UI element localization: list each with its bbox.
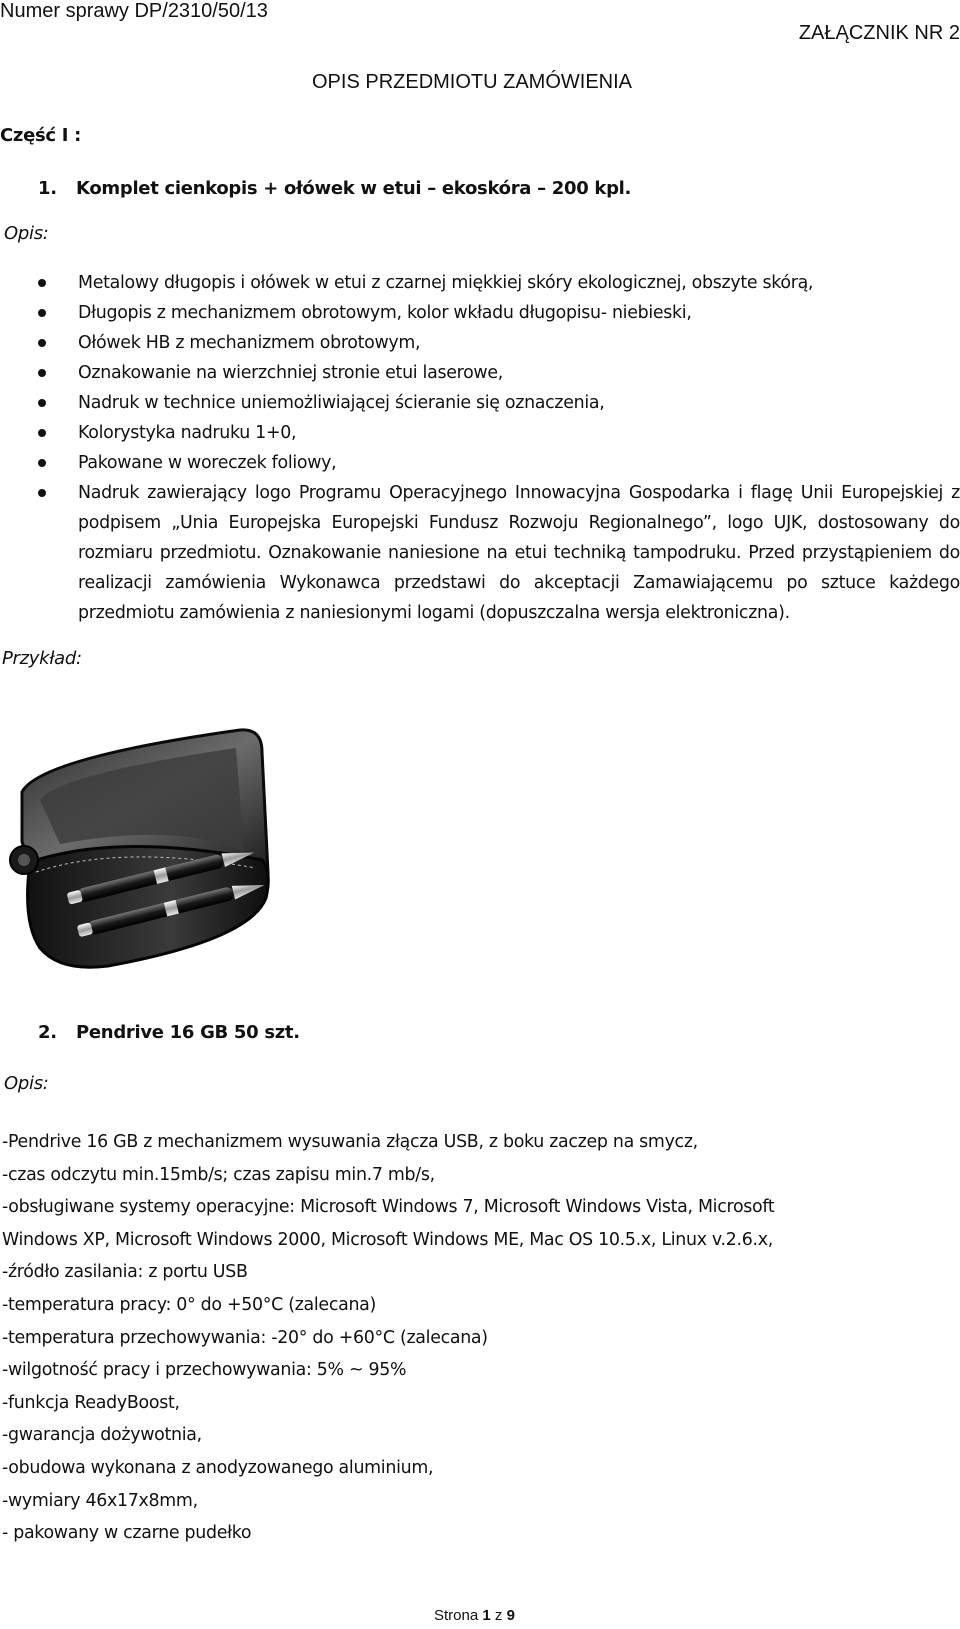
- bullet-text: Metalowy długopis i ołówek w etui z czarnej miękkiej skóry ekologicznej, obszyte skórą,: [78, 273, 814, 293]
- bullet-icon: [38, 279, 46, 287]
- list-item: [38, 388, 960, 418]
- spec-line: -Pendrive 16 GB z mechanizmem wysuwania złącza USB, z boku zaczep na smycz,: [2, 1132, 698, 1152]
- spec-line: Windows XP, Microsoft Windows 2000, Microsoft Windows ME, Mac OS 10.5.x, Linux v.2.6.x,: [2, 1229, 773, 1250]
- bullet-text: Nadruk zawierający logo Programu Operacyjnego Innowacyjna Gospodarka i flagę Unii Europejskiej z podpisem „Unia Europejska Europejski Fundusz Rozwoju Regionalnego”, logo UJK, dostosowany do rozmiaru przedmiotu. Oznakowanie naniesione na etui techniką tampodruku. Przed przystąpieniem do realizacji zamówienia Wykonawca przedstawi do akceptacji Zamawiającemu po sztuce każdego przedmiotu zamówienia z naniesionymi logami (dopuszczalna wersja elektroniczna).: [78, 483, 960, 623]
- item1-bullet-list: [38, 268, 960, 628]
- part-label: Część I :: [0, 125, 82, 146]
- spec-line: -temperatura pracy: 0° do +50°C (zalecana): [2, 1294, 377, 1315]
- spec-line: - pakowany w czarne pudełko: [2, 1523, 252, 1544]
- bullet-text: Ołówek HB z mechanizmem obrotowym,: [78, 333, 421, 353]
- bullet-icon: [38, 489, 46, 497]
- bullet-icon: [38, 429, 46, 437]
- list-item: [38, 478, 960, 628]
- list-item: [38, 448, 960, 478]
- item1-heading: Komplet cienkopis + ołówek w etui – ekoskóra – 200 kpl.: [76, 178, 632, 199]
- bullet-text: Oznakowanie na wierzchniej stronie etui laserowe,: [78, 363, 503, 383]
- page-total: 9: [506, 1607, 515, 1624]
- example-label: Przykład:: [2, 648, 82, 669]
- list-item: [38, 328, 960, 358]
- item1-opis-label: Opis:: [4, 223, 49, 244]
- bullet-icon: [38, 339, 46, 347]
- bullet-text: Długopis z mechanizmem obrotowym, kolor wkładu długopisu- niebieski,: [78, 303, 692, 323]
- spec-line: -obudowa wykonana z anodyzowanego aluminium,: [2, 1457, 434, 1478]
- bullet-icon: [38, 369, 46, 377]
- pen-case-illustration: [0, 722, 300, 974]
- list-item: [38, 298, 960, 328]
- spec-line: -temperatura przechowywania: -20° do +60°C (zalecana): [2, 1327, 488, 1348]
- bullet-icon: [38, 459, 46, 467]
- bullet-text: Kolorystyka nadruku 1+0,: [78, 423, 297, 443]
- page-title: OPIS PRZEDMIOTU ZAMÓWIENIA: [312, 71, 633, 93]
- list-item: [38, 358, 960, 388]
- bullet-icon: [38, 309, 46, 317]
- spec-line: -źródło zasilania: z portu USB: [2, 1262, 248, 1283]
- bullet-icon: [38, 399, 46, 407]
- bullet-text: Pakowane w woreczek foliowy,: [78, 453, 337, 473]
- case-number: Numer sprawy DP/2310/50/13: [0, 0, 268, 22]
- list-item: [38, 418, 960, 448]
- spec-line: -gwarancja dożywotnia,: [2, 1425, 202, 1446]
- spec-line: -czas odczytu min.15mb/s; czas zapisu min.7 mb/s,: [2, 1164, 435, 1185]
- list-item: [38, 268, 960, 298]
- pen-set-photo: [0, 722, 300, 974]
- item2-heading: Pendrive 16 GB 50 szt.: [76, 1022, 300, 1043]
- bullet-text: Nadruk w technice uniemożliwiającej ścieranie się oznaczenia,: [78, 393, 605, 413]
- page-word: Strona: [434, 1607, 479, 1624]
- spec-line: -wymiary 46x17x8mm,: [2, 1490, 198, 1511]
- item2-opis-label: Opis:: [4, 1073, 49, 1094]
- page-current: 1: [482, 1607, 491, 1624]
- item2-spec-list: [2, 1126, 942, 1550]
- item1-number: 1.: [38, 178, 57, 199]
- page-footer: [434, 1607, 515, 1624]
- spec-line: -wilgotność pracy i przechowywania: 5% ~ 95%: [2, 1360, 407, 1381]
- page-of: z: [494, 1607, 503, 1624]
- spec-line: -obsługiwane systemy operacyjne: Microsoft Windows 7, Microsoft Windows Vista, Microsoft: [2, 1197, 775, 1218]
- item2-number: 2.: [38, 1022, 57, 1043]
- spec-line: -funkcja ReadyBoost,: [2, 1392, 180, 1413]
- annex-label: ZAŁĄCZNIK NR 2: [798, 22, 960, 44]
